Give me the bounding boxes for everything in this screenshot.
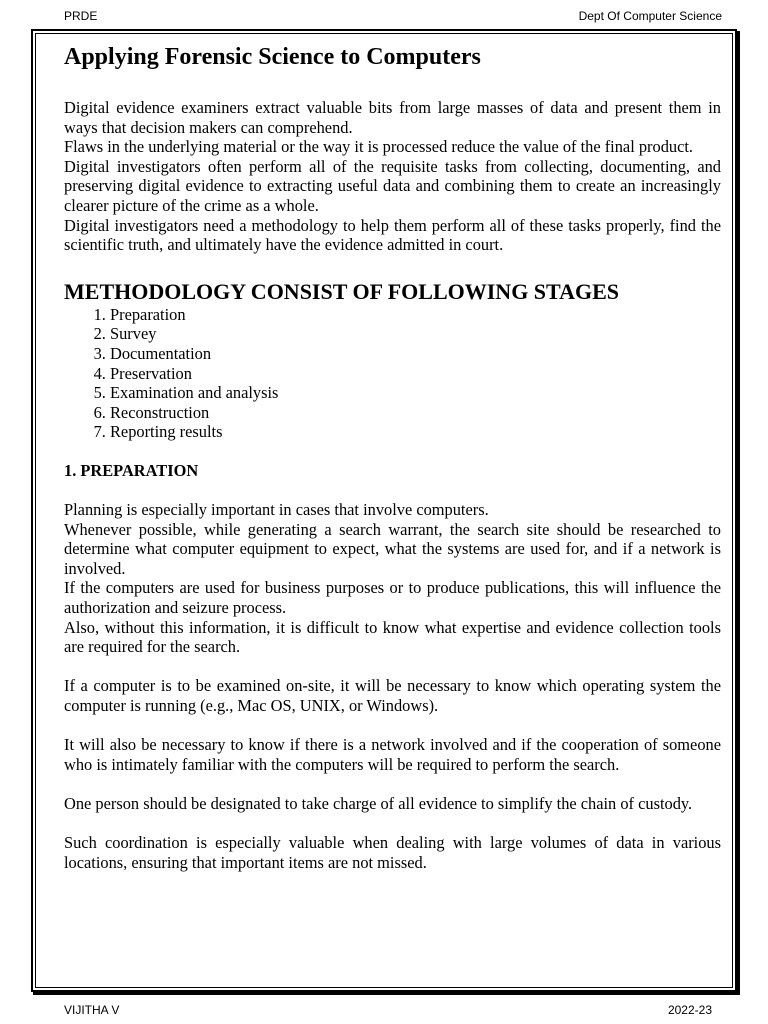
header-left-text: PRDE <box>64 9 98 23</box>
intro-paragraph-1: Digital evidence examiners extract valuable bits from large masses of data and present them in ways that decision makers can comprehend. <box>64 98 721 137</box>
preparation-paragraph-8: Such coordination is especially valuable when dealing with large volumes of data in various locations, ensuring that important items are not missed. <box>64 833 721 872</box>
page-border-shadow-right <box>737 31 740 994</box>
list-item: 1. Preparation <box>110 305 721 325</box>
list-item: 2. Survey <box>110 324 721 344</box>
list-item: 6. Reconstruction <box>110 403 721 423</box>
footer-right-text: 2022-23 <box>667 1003 712 1017</box>
preparation-paragraph-1: Planning is especially important in cases that involve computers. <box>64 500 489 520</box>
preparation-paragraph-5: If a computer is to be examined on-site, it will be necessary to know which operating system the computer is running (e.g., Mac OS, UNIX, or Windows). <box>64 676 721 716</box>
intro-paragraph-3: Digital investigators often perform all of the requisite tasks from collecting, documenting, and preserving digital evidence to extracting useful data and combining them to create an increasingly clearer picture of the crime as a whole. <box>64 156 721 215</box>
list-item: 5. Examination and analysis <box>110 383 721 403</box>
preparation-paragraph-6: It will also be necessary to know if there is a network involved and if the cooperation of someone who is intimately familiar with the computers will be required to perform the search. <box>64 735 721 774</box>
preparation-paragraph-7: One person should be designated to take charge of all evidence to simplify the chain of custody. <box>64 794 693 813</box>
methodology-section <box>64 279 721 442</box>
list-item: 4. Preservation <box>110 364 721 384</box>
footer-left-text: VIJITHA V <box>64 1003 120 1017</box>
preparation-heading: 1. PREPARATION <box>64 460 199 480</box>
page-title: Applying Forensic Science to Computers <box>64 44 481 70</box>
preparation-paragraph-4: Also, without this information, it is difficult to know what expertise and evidence collection tools are required for the search. <box>64 617 721 657</box>
preparation-paragraph-3: If the computers are used for business purposes or to produce publications, this will influence the authorization and seizure process. <box>64 578 721 618</box>
header-right-text: Dept Of Computer Science <box>578 9 722 23</box>
intro-paragraph-2: Flaws in the underlying material or the way it is processed reduce the value of the final product. <box>64 137 694 157</box>
list-item: 7. Reporting results <box>110 422 721 442</box>
stages-list <box>64 305 721 442</box>
preparation-paragraph-2: Whenever possible, while generating a search warrant, the search site should be researched to determine what computer equipment to expect, what the systems are used for, and if a network is involved. <box>64 519 721 578</box>
preparation-block-1 <box>64 500 721 657</box>
intro-paragraph-4: Digital investigators need a methodology to help them perform all of these tasks properly, find the scientific truth, and ultimately have the evidence admitted in court. <box>64 215 721 255</box>
page-border-shadow-bottom <box>33 992 740 995</box>
intro-section <box>64 98 721 255</box>
methodology-heading: METHODOLOGY CONSIST OF FOLLOWING STAGES <box>64 278 619 304</box>
page-content <box>64 42 721 872</box>
list-item: 3. Documentation <box>110 344 721 364</box>
